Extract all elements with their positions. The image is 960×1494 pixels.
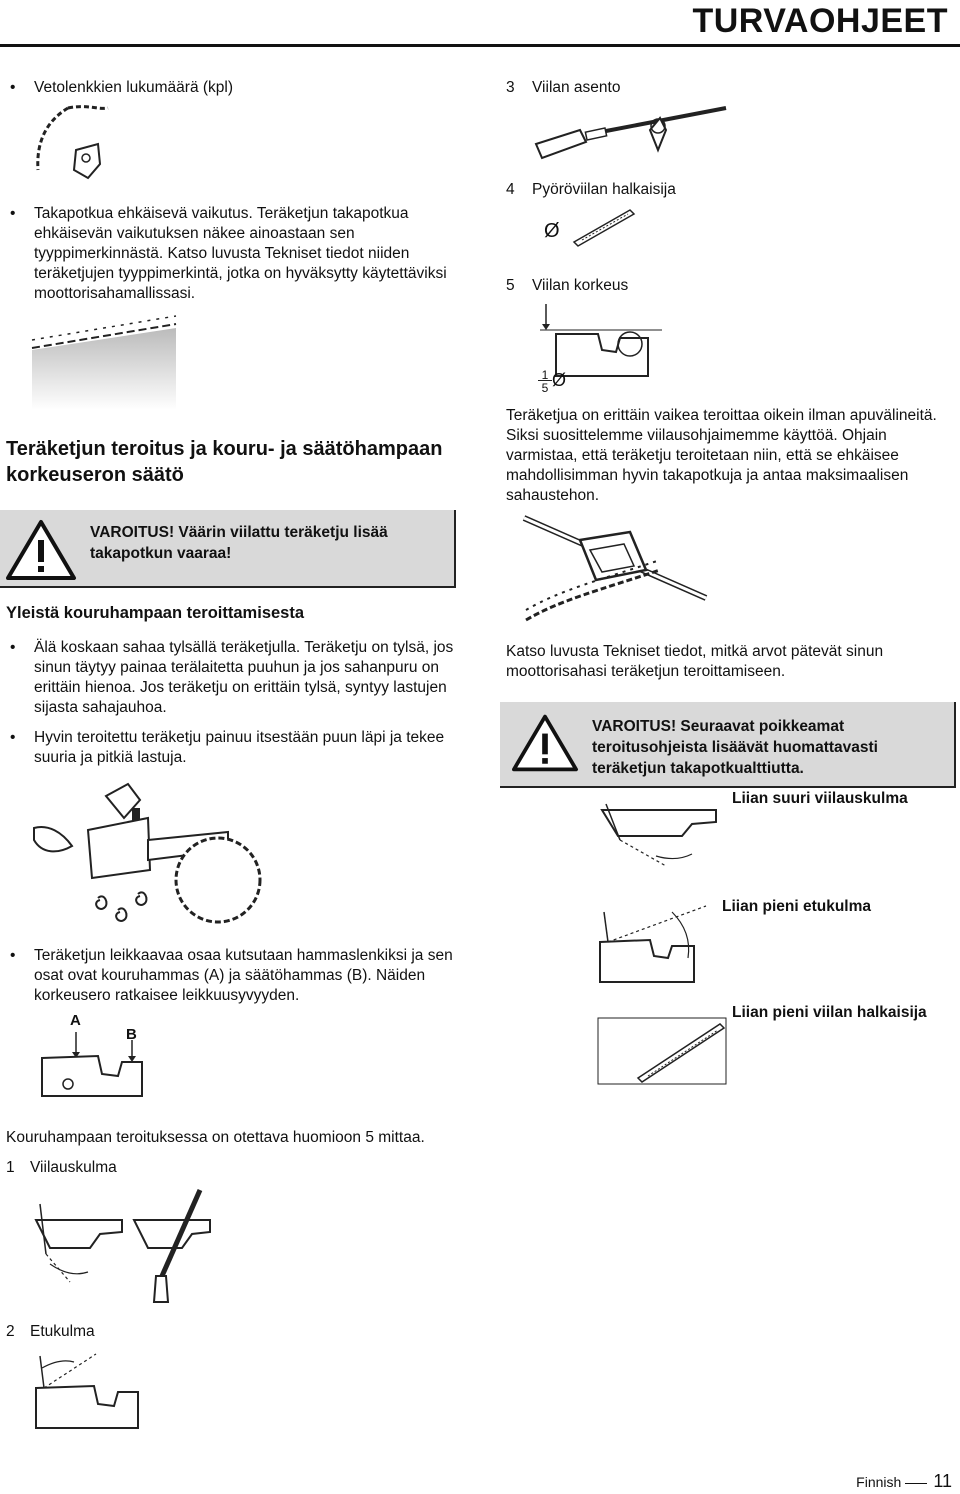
footer-separator xyxy=(905,1483,927,1484)
file-position-illustration xyxy=(530,104,730,168)
deviation-small-top-angle: Liian pieni etukulma xyxy=(722,898,871,915)
chainsaw-cutting-log-illustration xyxy=(28,770,268,930)
diameter-symbol: Ø xyxy=(544,220,560,242)
footer-language: Finnish xyxy=(856,1474,902,1490)
file-height-diagram xyxy=(538,300,668,380)
round-file-icon xyxy=(572,206,636,246)
label-depth-gauge-b: B xyxy=(126,1026,137,1043)
item3-number: 3 xyxy=(506,79,515,96)
specs-text: Katso luvusta Tekniset tiedot, mitkä arvot pätevät sinun moottorisahasi teräketjun teroittamiseen. xyxy=(506,643,884,680)
bullet-sharp-chain: • Hyvin teroitettu teräketju painuu itsestään puun läpi ja tekee suuria ja pitkiä lastuja. xyxy=(6,728,474,768)
bullet-cutting-link: • Teräketjun leikkaavaa osaa kutsutaan hammaslenkiksi ja sen osat ovat kouruhammas (A) ja säätöhammas (B). Näiden korkeusero ratkaisee leikkuusyvyyden. xyxy=(6,946,474,1006)
warning-triangle-icon xyxy=(6,520,76,580)
bullet-kickback: • Takapotkua ehkäisevä vaikutus. Teräketjun takapotkua ehkäisevän vaikutuksen näkee ainoastaan sen tyyppimerkinnästä. Katso luvusta Tekniset tiedot niiden teräketjujen tyyppimerkintä, jotka on hyväksytty käytettäviksi moottorisahamallissasi. xyxy=(6,204,474,304)
chain-on-bar-illustration xyxy=(30,310,180,410)
warning-box-right xyxy=(500,702,956,788)
warning-label: VAROITUS! xyxy=(90,524,175,541)
bullet-drive-links: • Vetolenkkien lukumäärä (kpl) xyxy=(6,78,474,98)
warning-text: Väärin viilattu teräketju lisää takapotkun vaaraa! xyxy=(90,524,388,562)
diameter-symbol-2: Ø xyxy=(552,370,567,390)
label-cutter-a: A xyxy=(70,1012,81,1029)
fraction-denominator: 5 xyxy=(541,381,549,395)
warning-label: VAROITUS! xyxy=(592,718,677,735)
deviation-large-file-angle: Liian suuri viilauskulma xyxy=(732,790,908,807)
item1-number: 1 xyxy=(6,1159,15,1176)
item2-label: Etukulma xyxy=(30,1323,95,1340)
warning-box-left xyxy=(0,510,456,588)
page-number: 11 xyxy=(933,1471,952,1491)
fraction-numerator: 1 xyxy=(541,368,549,382)
deviation-small-file-diameter: Liian pieni viilan halkaisija xyxy=(732,1004,927,1021)
item1-label: Viilauskulma xyxy=(30,1159,117,1176)
page-title: TURVAOHJEET xyxy=(692,2,948,40)
item2-number: 2 xyxy=(6,1323,15,1340)
top-plate-angle-diagram xyxy=(30,1352,160,1462)
bullet-dull-chain: • Älä koskaan sahaa tylsällä teräketjulla. Teräketju on tylsä, jos sinun täytyy painaa terälaitetta puuhun ja jos sahanpuru on erittäin hienoa. Jos teräketju on erittäin tylsä, syntyy lastujen sijasta sahajauhoa. xyxy=(6,638,474,718)
item4-label: Pyöröviilan halkaisija xyxy=(532,181,676,198)
thin-file-diagram xyxy=(598,1018,728,1086)
item5-label: Viilan korkeus xyxy=(532,277,629,294)
heading-sharpening: Teräketjun teroitus ja kouru- ja säätöhampaan korkeuseron säätö xyxy=(6,438,443,486)
file-angle-diagram xyxy=(30,1186,250,1306)
chain-loop-illustration xyxy=(28,100,148,190)
large-angle-diagram xyxy=(596,800,726,880)
file-guide-illustration xyxy=(520,510,710,630)
subheading-general: Yleistä kouruhampaan teroittamisesta xyxy=(6,604,305,622)
item5-number: 5 xyxy=(506,277,515,294)
file-guide-text: Teräketjua on erittäin vaikea teroittaa oikein ilman apuvälineitä. Siksi suosittelemme viilausohjaimemme käyttöä. Ohjain varmistaa, että teräketju teroitetaan niin, että se ehkäisee mahdollisimman hyvin takapotkuja ja antaa maksimaalisen sahaustehon. xyxy=(506,407,937,504)
five-measures-text: Kouruhampaan teroituksessa on otettava huomioon 5 mittaa. xyxy=(6,1129,425,1146)
item4-number: 4 xyxy=(506,181,515,198)
warning-triangle-icon xyxy=(512,714,578,772)
small-top-angle-diagram xyxy=(596,902,716,1002)
item3-label: Viilan asento xyxy=(532,79,621,96)
warning-text: Seuraavat poikkeamat teroitusohjeista lisäävät huomattavasti teräketjun takapotkualttiutta. xyxy=(592,718,878,777)
page-footer xyxy=(856,1471,952,1492)
header-rule xyxy=(0,44,960,47)
cutter-tooth-diagram xyxy=(38,1030,148,1100)
